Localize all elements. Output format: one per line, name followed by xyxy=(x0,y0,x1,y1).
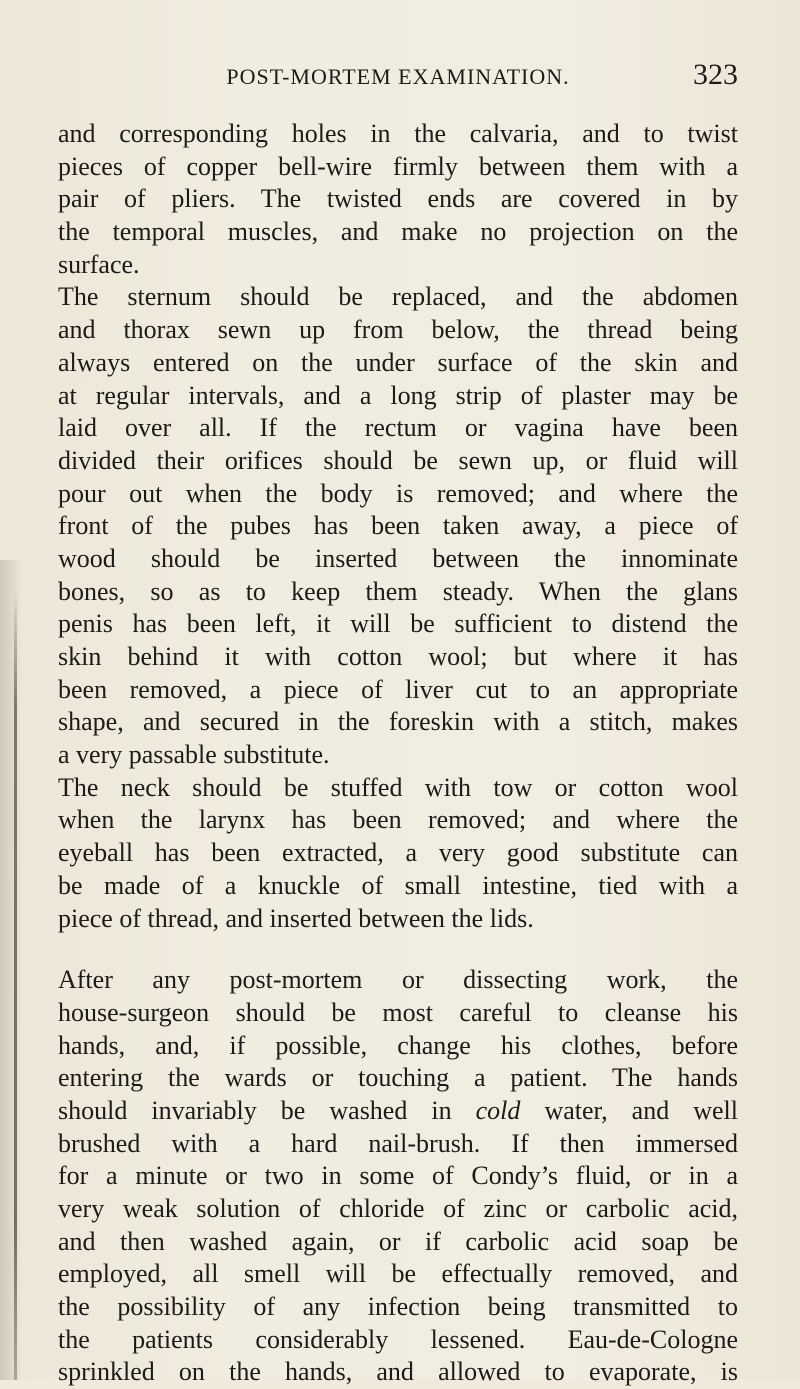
page-header xyxy=(58,58,738,98)
italic-word: cold xyxy=(475,1095,521,1125)
text-line: bones, so as to keep them steady. When the glans xyxy=(58,576,738,606)
text-line: The sternum should be replaced, and the abdomen xyxy=(58,282,738,312)
text-line: piece of thread, and inserted between the lids. xyxy=(58,903,534,933)
text-line: After any post-mortem or dissecting work, the xyxy=(58,965,738,995)
text-segment: water, and well xyxy=(544,1095,738,1125)
text-line: sprinkled on the hands, and allowed to evaporate, is xyxy=(58,1357,738,1387)
text-line: house-surgeon should be most careful to cleanse his xyxy=(58,997,738,1027)
text-line: penis has been left, it will be sufficient to distend the xyxy=(58,609,738,639)
text-line: hands, and, if possible, change his clothes, before xyxy=(58,1030,738,1060)
text-line: pair of pliers. The twisted ends are covered in by xyxy=(58,184,738,214)
text-line: be made of a knuckle of small intestine, tied with a xyxy=(58,870,738,900)
text-line: eyeball has been extracted, a very good substitute can xyxy=(58,838,738,868)
text-line: divided their orifices should be sewn up, or fluid will xyxy=(58,445,738,475)
page-number: 323 xyxy=(693,58,738,91)
text-line: at regular intervals, and a long strip of plaster may be xyxy=(58,380,738,410)
text-line-with-italic xyxy=(58,1095,738,1128)
page-edge-line xyxy=(14,590,17,1380)
text-line: wood should be inserted between the innominate xyxy=(58,543,738,573)
text-line: front of the pubes has been taken away, a piece of xyxy=(58,511,738,541)
text-line: very weak solution of chloride of zinc or carbolic acid, xyxy=(58,1194,738,1223)
text-line: the temporal muscles, and make no projection on the xyxy=(58,217,738,247)
text-line: for a minute or two in some of Condy’s fluid, or in a xyxy=(58,1161,738,1191)
text-segment: should invariably be washed in xyxy=(58,1095,452,1125)
text-line: the possibility of any infection being transmitted to xyxy=(58,1292,738,1322)
text-line: and then washed again, or if carbolic acid soap be xyxy=(58,1226,738,1256)
text-line: entering the wards or touching a patient. The hands xyxy=(58,1063,738,1093)
page-body xyxy=(58,118,738,1389)
text-line: and corresponding holes in the calvaria, and to twist xyxy=(58,119,738,148)
text-line: the patients considerably lessened. Eau-de-Cologne xyxy=(58,1324,738,1354)
text-line: surface. xyxy=(58,249,140,279)
running-head: POST-MORTEM EXAMINATION. xyxy=(226,64,570,89)
text-line: brushed with a hard nail-brush. If then immersed xyxy=(58,1128,738,1158)
text-line: when the larynx has been removed; and where the xyxy=(58,805,738,835)
text-line: and thorax sewn up from below, the thread being xyxy=(58,315,738,345)
text-line: employed, all smell will be effectually removed, and xyxy=(58,1259,738,1289)
paragraph-gap xyxy=(58,935,738,964)
text-line: been removed, a piece of liver cut to an appropriate xyxy=(58,674,738,704)
text-line: skin behind it with cotton wool; but where it has xyxy=(58,642,738,671)
text-line: pieces of copper bell-wire firmly between them with a xyxy=(58,151,738,181)
text-line: laid over all. If the rectum or vagina have been xyxy=(58,413,738,443)
text-line: always entered on the under surface of the skin and xyxy=(58,347,738,377)
text-line: pour out when the body is removed; and where the xyxy=(58,478,738,508)
text-line: shape, and secured in the foreskin with a stitch, makes xyxy=(58,707,738,737)
text-line: a very passable substitute. xyxy=(58,740,330,770)
page-edge-shadow xyxy=(0,560,22,1380)
text-line: The neck should be stuffed with tow or cotton wool xyxy=(58,772,738,802)
